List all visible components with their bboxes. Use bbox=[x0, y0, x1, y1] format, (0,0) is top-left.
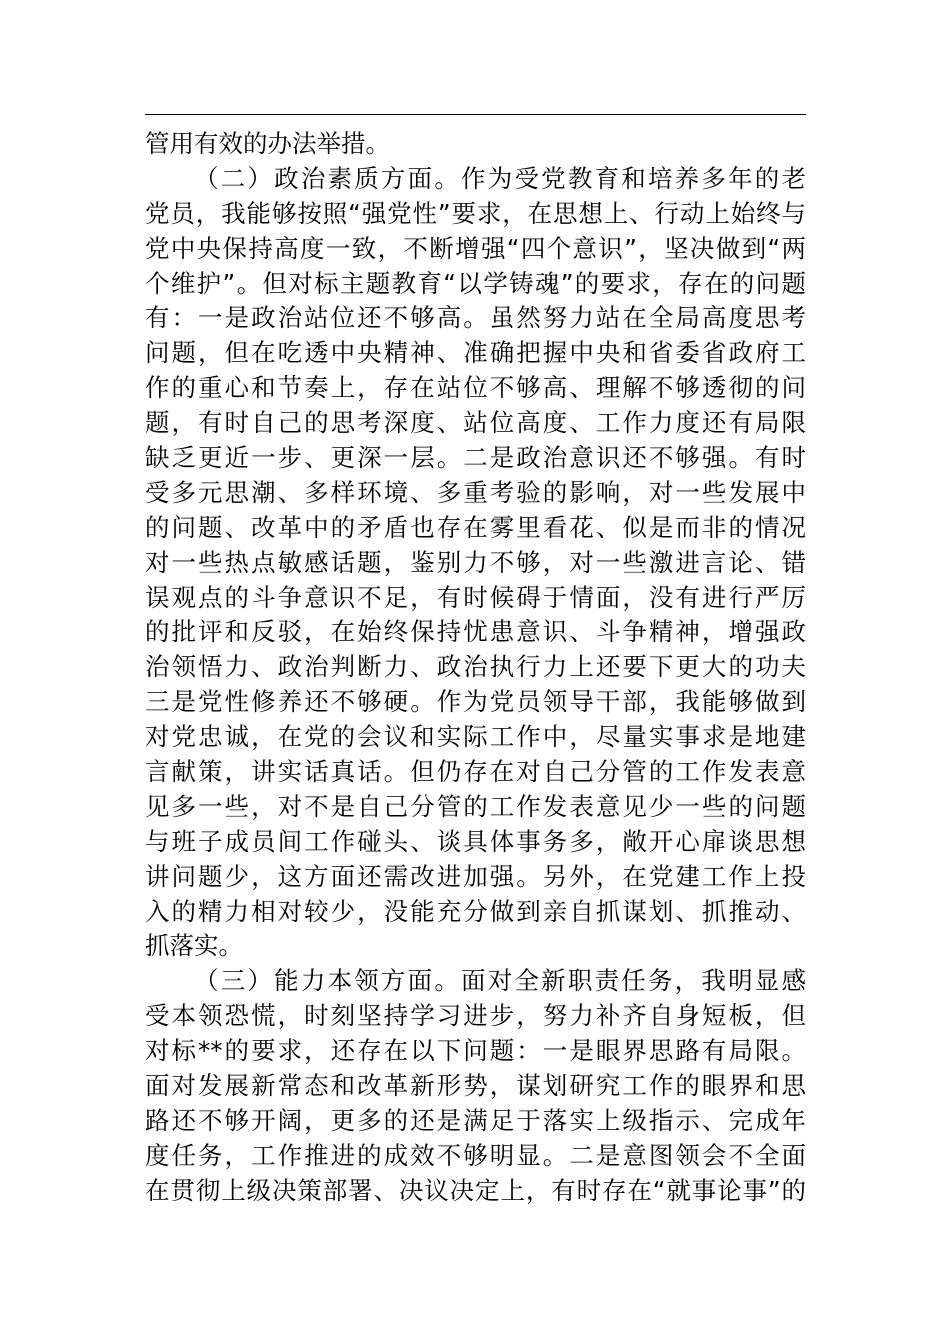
text-line: 问题，但在吃透中央精神、准确把握中央和省委省政府工 bbox=[145, 338, 806, 368]
text-line: 的批评和反驳，在始终保持忧患意识、斗争精神，增强政 bbox=[145, 617, 806, 647]
text-line: 误观点的斗争意识不足，有时候碍于情面，没有进行严厉 bbox=[145, 582, 806, 612]
text-line: 度任务，工作推进的成效不够明显。二是意图领会不全面 bbox=[145, 1140, 806, 1170]
text-line: 有：一是政治站位还不够高。虽然努力站在全局高度思考 bbox=[145, 303, 806, 333]
text-line: 的问题、改革中的矛盾也存在雾里看花、似是而非的情况 bbox=[145, 512, 806, 542]
text-line: 党员，我能够按照“强党性”要求，在思想上、行动上始终与 bbox=[145, 198, 806, 228]
text-line: 面对发展新常态和改革新形势，谋划研究工作的眼界和思 bbox=[145, 1071, 806, 1101]
text-line: 三是党性修养还不够硬。作为党员领导干部，我能够做到 bbox=[145, 687, 806, 717]
text-line: 在贯彻上级决策部署、决议决定上，有时存在“就事论事”的 bbox=[145, 1175, 806, 1205]
text-line: 见多一些，对不是自己分管的工作发表意见少一些的问题 bbox=[145, 791, 806, 821]
text-line: 个维护”。但对标主题教育“以学铸魂”的要求，存在的问题 bbox=[145, 268, 806, 298]
text-line: 与班子成员间工作碰头、谈具体事务多，敞开心扉谈思想 bbox=[145, 826, 806, 856]
text-line: 对党忠诚，在党的会议和实际工作中，尽量实事求是地建 bbox=[145, 722, 806, 752]
text-line: 党中央保持高度一致，不断增强“四个意识”，坚决做到“两 bbox=[145, 233, 806, 263]
text-line: 讲问题少，这方面还需改进加强。另外，在党建工作上投 bbox=[145, 861, 806, 891]
text-line: 缺乏更近一步、更深一层。二是政治意识还不够强。有时 bbox=[145, 443, 806, 473]
text-line: 受多元思潮、多样环境、多重考验的影响，对一些发展中 bbox=[145, 477, 806, 507]
text-line: 对一些热点敏感话题，鉴别力不够，对一些激进言论、错 bbox=[145, 547, 806, 577]
text-line: 路还不够开阔，更多的还是满足于落实上级指示、完成年 bbox=[145, 1105, 806, 1135]
text-line: 入的精力相对较少，没能充分做到亲自抓谋划、抓推动、 bbox=[145, 896, 806, 926]
text-line: 对标**的要求，还存在以下问题：一是眼界思路有局限。 bbox=[145, 1036, 806, 1066]
text-line: 治领悟力、政治判断力、政治执行力上还要下更大的功夫 bbox=[145, 652, 806, 682]
document-body bbox=[145, 127, 806, 1209]
header-rule bbox=[145, 114, 806, 115]
text-line: 言献策，讲实话真话。但仍存在对自己分管的工作发表意 bbox=[145, 757, 806, 787]
text-line: 受本领恐慌，时刻坚持学习进步，努力补齐自身短板，但 bbox=[145, 1001, 806, 1031]
text-line: 题，有时自己的思考深度、站位高度、工作力度还有局限 bbox=[145, 408, 806, 438]
text-line: （二）政治素质方面。作为受党教育和培养多年的老 bbox=[194, 163, 806, 193]
text-line: 抓落实。 bbox=[145, 931, 243, 961]
text-line: 管用有效的办法举措。 bbox=[145, 129, 390, 158]
text-line: （三）能力本领方面。面对全新职责任务，我明显感 bbox=[194, 966, 806, 996]
text-line: 作的重心和节奏上，存在站位不够高、理解不够透彻的问 bbox=[145, 373, 806, 403]
